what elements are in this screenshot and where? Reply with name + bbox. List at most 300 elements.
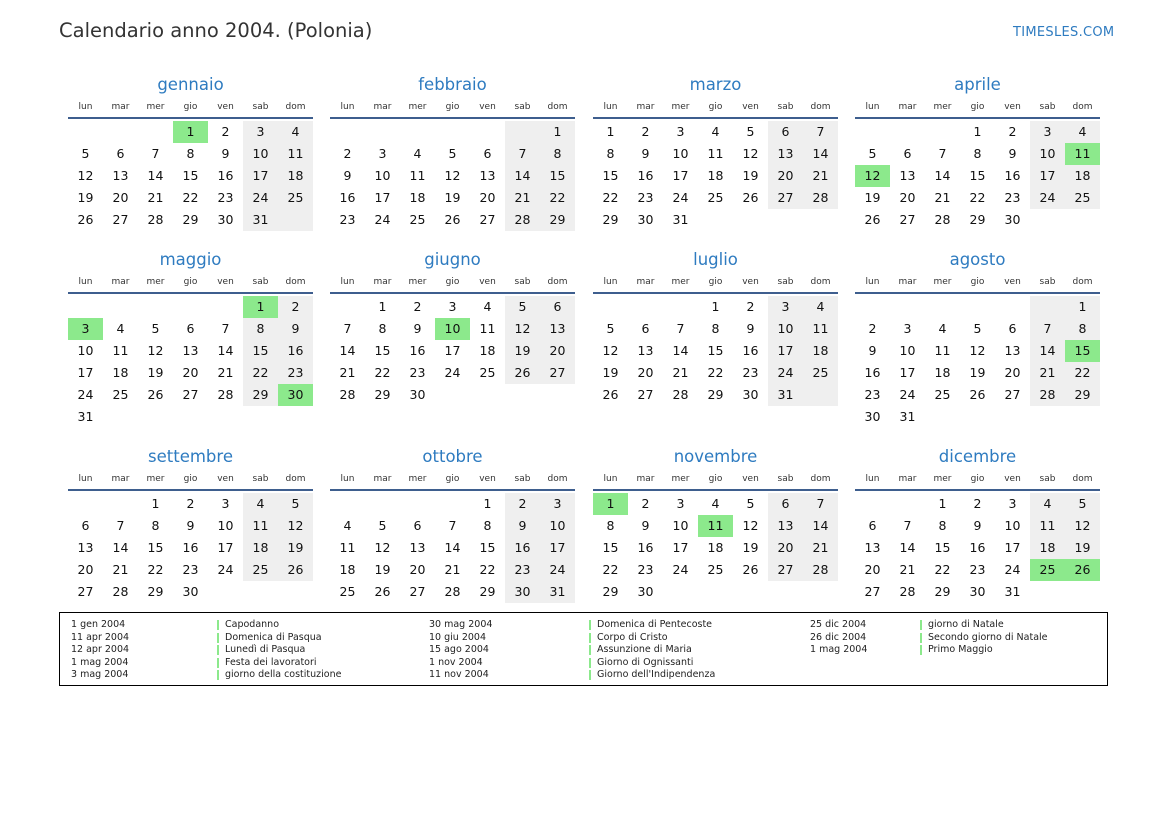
- holiday-name: Giorno dell'Indipendenza: [597, 669, 716, 680]
- day-cell: 6: [868, 518, 877, 533]
- weekday-label: gio: [708, 102, 723, 112]
- day-cell: 8: [186, 146, 195, 161]
- day-cell: 13: [112, 168, 129, 183]
- weekday-label: lun: [340, 474, 355, 484]
- day-cell: 27: [777, 562, 794, 577]
- day-cell: 24: [252, 190, 269, 205]
- day-cell: 21: [812, 540, 829, 555]
- day-cell: 29: [479, 584, 496, 599]
- day-cell: 28: [672, 387, 689, 402]
- day-cell: 8: [1078, 321, 1087, 336]
- day-cell: 31: [77, 409, 94, 424]
- day-cell: 5: [746, 124, 755, 139]
- weekday-label: mer: [671, 102, 690, 112]
- day-cell: 12: [287, 518, 304, 533]
- holiday-marker: [589, 620, 591, 630]
- day-cell: 12: [602, 343, 619, 358]
- day-cell: 19: [602, 365, 619, 380]
- weekday-label: dom: [810, 277, 831, 287]
- month-name: novembre: [673, 447, 758, 466]
- day-cell: 30: [637, 584, 654, 599]
- day-cell: 17: [899, 365, 916, 380]
- holiday-day-cell: 10: [435, 318, 470, 340]
- holiday-name: Domenica di Pentecoste: [597, 619, 713, 630]
- day-cell: 22: [549, 190, 566, 205]
- day-cell: 25: [934, 387, 951, 402]
- holiday-date: 1 mag 2004: [71, 656, 129, 668]
- day-cell: 23: [864, 387, 881, 402]
- day-cell: 22: [147, 562, 164, 577]
- day-cell: 27: [864, 584, 881, 599]
- month-name: maggio: [159, 250, 222, 269]
- weekday-label: mar: [373, 102, 392, 112]
- day-cell: 11: [707, 146, 724, 161]
- day-cell: 16: [637, 540, 654, 555]
- day-cell: 28: [934, 212, 951, 227]
- day-cell: 20: [409, 562, 426, 577]
- day-cell: 17: [777, 343, 794, 358]
- day-cell: 17: [444, 343, 461, 358]
- day-cell: 14: [899, 540, 916, 555]
- day-cell: 22: [707, 365, 724, 380]
- day-cell: 17: [672, 540, 689, 555]
- day-cell: 29: [182, 212, 199, 227]
- day-cell: 26: [444, 212, 461, 227]
- day-cell: 7: [343, 321, 352, 336]
- day-cell: 15: [549, 168, 566, 183]
- day-cell: 5: [378, 518, 387, 533]
- day-cell: 5: [606, 321, 615, 336]
- holiday-name: Lunedì di Pasqua: [225, 644, 306, 655]
- day-cell: 15: [707, 343, 724, 358]
- weekday-label: dom: [285, 277, 306, 287]
- day-cell: 2: [746, 299, 755, 314]
- weekday-label: sab: [514, 474, 531, 484]
- day-cell: 24: [444, 365, 461, 380]
- weekday-label: dom: [547, 102, 568, 112]
- weekday-label: gio: [183, 102, 198, 112]
- day-cell: 30: [864, 409, 881, 424]
- weekday-label: sab: [777, 277, 794, 287]
- day-cell: 20: [637, 365, 654, 380]
- day-cell: 1: [973, 124, 982, 139]
- weekday-label: mar: [898, 102, 917, 112]
- day-cell: 27: [77, 584, 94, 599]
- day-cell: 9: [343, 168, 352, 183]
- day-cell: 21: [934, 190, 951, 205]
- day-cell: 9: [746, 321, 755, 336]
- day-cell: 5: [868, 146, 877, 161]
- holiday-date: 1 mag 2004: [810, 644, 868, 655]
- day-cell: 18: [287, 168, 304, 183]
- day-cell: 29: [147, 584, 164, 599]
- day-cell: 25: [339, 584, 356, 599]
- weekday-label: sab: [777, 474, 794, 484]
- day-cell: 29: [374, 387, 391, 402]
- month-name: luglio: [693, 250, 738, 269]
- day-cell: 21: [1039, 365, 1056, 380]
- holiday-marker: [217, 620, 219, 630]
- day-cell: 20: [182, 365, 199, 380]
- day-cell: 5: [746, 496, 755, 511]
- day-cell: 23: [514, 562, 531, 577]
- day-cell: 20: [777, 540, 794, 555]
- day-cell: 28: [217, 387, 234, 402]
- holiday-marker: [920, 633, 922, 643]
- day-cell: 24: [1039, 190, 1056, 205]
- day-cell: 28: [147, 212, 164, 227]
- day-cell: 12: [147, 343, 164, 358]
- day-cell: 3: [1008, 496, 1017, 511]
- weekday-label: mer: [933, 277, 952, 287]
- holiday-name: giorno di Natale: [928, 619, 1004, 630]
- day-cell: 29: [707, 387, 724, 402]
- holiday-marker: [217, 633, 219, 643]
- weekday-label: lun: [340, 102, 355, 112]
- day-cell: 13: [777, 518, 794, 533]
- day-cell: 21: [514, 190, 531, 205]
- day-cell: 23: [339, 212, 356, 227]
- day-cell: 19: [864, 190, 881, 205]
- day-cell: 28: [514, 212, 531, 227]
- day-cell: 7: [518, 146, 527, 161]
- day-cell: 30: [969, 584, 986, 599]
- holiday-marker: [920, 645, 922, 655]
- weekday-label: gio: [445, 102, 460, 112]
- weekday-label: mer: [671, 474, 690, 484]
- day-cell: 9: [868, 343, 877, 358]
- holiday-date: 1 nov 2004: [429, 656, 483, 668]
- day-cell: 10: [777, 321, 794, 336]
- day-cell: 31: [899, 409, 916, 424]
- day-cell: 29: [252, 387, 269, 402]
- day-cell: 5: [1078, 496, 1087, 511]
- weekday-label: ven: [1004, 277, 1021, 287]
- day-cell: 4: [816, 299, 825, 314]
- day-cell: 15: [969, 168, 986, 183]
- day-cell: 9: [1008, 146, 1017, 161]
- day-cell: 7: [151, 146, 160, 161]
- day-cell: 23: [742, 365, 759, 380]
- day-cell: 14: [147, 168, 164, 183]
- day-cell: 23: [637, 562, 654, 577]
- day-cell: 17: [374, 190, 391, 205]
- weekday-label: dom: [285, 102, 306, 112]
- day-cell: 4: [1078, 124, 1087, 139]
- day-cell: 16: [217, 168, 234, 183]
- day-cell: 16: [409, 343, 426, 358]
- weekday-label: gio: [708, 277, 723, 287]
- day-cell: 16: [287, 343, 304, 358]
- month-giugno: [330, 250, 575, 480]
- day-cell: 16: [514, 540, 531, 555]
- day-cell: 13: [182, 343, 199, 358]
- day-cell: 6: [1008, 321, 1017, 336]
- day-cell: 11: [934, 343, 951, 358]
- day-cell: 28: [899, 584, 916, 599]
- holiday-date: 11 apr 2004: [71, 631, 130, 643]
- day-cell: 6: [781, 496, 790, 511]
- day-cell: 18: [1039, 540, 1056, 555]
- holiday-marker: [217, 670, 219, 680]
- weekday-label: mer: [146, 277, 165, 287]
- day-cell: 12: [514, 321, 531, 336]
- day-cell: 16: [182, 540, 199, 555]
- day-cell: 30: [637, 212, 654, 227]
- day-cell: 15: [374, 343, 391, 358]
- day-cell: 31: [672, 212, 689, 227]
- weekday-label: mer: [408, 474, 427, 484]
- day-cell: 30: [217, 212, 234, 227]
- weekday-label: dom: [1072, 277, 1093, 287]
- day-cell: 18: [409, 190, 426, 205]
- day-cell: 12: [969, 343, 986, 358]
- day-cell: 19: [77, 190, 94, 205]
- header-divider: [855, 292, 1100, 294]
- day-cell: 24: [217, 562, 234, 577]
- day-cell: 5: [151, 321, 160, 336]
- day-cell: 11: [479, 321, 496, 336]
- holiday-marker: [589, 633, 591, 643]
- month-name: febbraio: [418, 75, 487, 94]
- day-cell: 28: [1039, 387, 1056, 402]
- day-cell: 6: [186, 321, 195, 336]
- weekday-label: ven: [1004, 474, 1021, 484]
- day-cell: 18: [934, 365, 951, 380]
- holiday-date: 3 mag 2004: [71, 669, 129, 680]
- day-cell: 14: [1039, 343, 1056, 358]
- day-cell: 3: [903, 321, 912, 336]
- day-cell: 17: [252, 168, 269, 183]
- day-cell: 13: [1004, 343, 1021, 358]
- month-name: giugno: [424, 250, 481, 269]
- day-cell: 22: [479, 562, 496, 577]
- day-cell: 12: [77, 168, 94, 183]
- holiday-date: 10 giu 2004: [429, 631, 486, 643]
- day-cell: 29: [934, 584, 951, 599]
- weekday-label: dom: [810, 474, 831, 484]
- weekday-label: sab: [514, 102, 531, 112]
- day-cell: 11: [252, 518, 269, 533]
- day-cell: 10: [549, 518, 566, 533]
- weekday-label: gio: [445, 277, 460, 287]
- day-cell: 29: [1074, 387, 1091, 402]
- day-cell: 25: [112, 387, 129, 402]
- day-cell: 4: [343, 518, 352, 533]
- weekday-label: ven: [479, 277, 496, 287]
- day-cell: 29: [969, 212, 986, 227]
- weekday-label: mar: [636, 277, 655, 287]
- holiday-name: Domenica di Pasqua: [225, 631, 322, 643]
- day-cell: 23: [287, 365, 304, 380]
- weekday-label: mer: [933, 102, 952, 112]
- month-luglio: [593, 250, 838, 480]
- day-cell: 18: [1074, 168, 1091, 183]
- weekday-label: ven: [742, 102, 759, 112]
- weekday-label: ven: [1004, 102, 1021, 112]
- day-cell: 22: [182, 190, 199, 205]
- day-cell: 4: [291, 124, 300, 139]
- day-cell: 13: [637, 343, 654, 358]
- day-cell: 8: [378, 321, 387, 336]
- weekday-label: mer: [146, 474, 165, 484]
- day-cell: 2: [291, 299, 300, 314]
- day-cell: 8: [606, 146, 615, 161]
- day-cell: 25: [707, 190, 724, 205]
- day-cell: 1: [938, 496, 947, 511]
- day-cell: 28: [812, 562, 829, 577]
- weekday-label: mar: [373, 277, 392, 287]
- day-cell: 14: [812, 518, 829, 533]
- day-cell: 7: [221, 321, 230, 336]
- day-cell: 14: [444, 540, 461, 555]
- weekday-label: mer: [146, 102, 165, 112]
- header-divider: [593, 117, 838, 119]
- day-cell: 25: [409, 212, 426, 227]
- day-cell: 25: [707, 562, 724, 577]
- weekday-label: dom: [547, 277, 568, 287]
- weekday-label: gio: [970, 102, 985, 112]
- day-cell: 13: [777, 146, 794, 161]
- holiday-name: Festa dei lavoratori: [225, 656, 317, 668]
- holiday-name: giorno della costituzione: [225, 669, 342, 680]
- day-cell: 3: [676, 496, 685, 511]
- day-cell: 10: [77, 343, 94, 358]
- day-cell: 19: [742, 540, 759, 555]
- day-cell: 22: [374, 365, 391, 380]
- day-cell: 14: [812, 146, 829, 161]
- day-cell: 9: [641, 146, 650, 161]
- day-cell: 16: [1004, 168, 1021, 183]
- holiday-day-cell: 15: [1065, 340, 1100, 362]
- weekday-label: lun: [603, 277, 618, 287]
- day-cell: 10: [899, 343, 916, 358]
- day-cell: 30: [742, 387, 759, 402]
- day-cell: 24: [777, 365, 794, 380]
- day-cell: 24: [549, 562, 566, 577]
- day-cell: 27: [1004, 387, 1021, 402]
- day-cell: 3: [221, 496, 230, 511]
- day-cell: 18: [252, 540, 269, 555]
- day-cell: 18: [707, 540, 724, 555]
- day-cell: 6: [781, 124, 790, 139]
- day-cell: 21: [147, 190, 164, 205]
- holiday-name: Corpo di Cristo: [597, 631, 668, 643]
- holiday-name: Assunzione di Maria: [597, 644, 692, 655]
- day-cell: 10: [672, 518, 689, 533]
- holiday-name: Primo Maggio: [928, 644, 993, 655]
- day-cell: 20: [777, 168, 794, 183]
- day-cell: 30: [182, 584, 199, 599]
- day-cell: 3: [256, 124, 265, 139]
- day-cell: 13: [479, 168, 496, 183]
- day-cell: 5: [81, 146, 90, 161]
- month-name: settembre: [148, 447, 233, 466]
- day-cell: 5: [518, 299, 527, 314]
- day-cell: 21: [112, 562, 129, 577]
- month-name: aprile: [954, 75, 1001, 94]
- day-cell: 1: [606, 124, 615, 139]
- day-cell: 25: [1074, 190, 1091, 205]
- day-cell: 22: [602, 190, 619, 205]
- day-cell: 6: [483, 146, 492, 161]
- holiday-date: 30 mag 2004: [429, 619, 493, 630]
- day-cell: 9: [641, 518, 650, 533]
- day-cell: 4: [116, 321, 125, 336]
- weekday-label: lun: [865, 102, 880, 112]
- holiday-date: 1 gen 2004: [71, 619, 126, 630]
- weekday-label: gio: [183, 474, 198, 484]
- day-cell: 24: [672, 190, 689, 205]
- day-cell: 22: [252, 365, 269, 380]
- brand-link[interactable]: TIMESLES.COM: [1013, 25, 1115, 40]
- weekday-label: gio: [445, 474, 460, 484]
- day-cell: 8: [973, 146, 982, 161]
- header-divider: [68, 292, 313, 294]
- day-cell: 14: [217, 343, 234, 358]
- day-cell: 2: [413, 299, 422, 314]
- day-cell: 14: [934, 168, 951, 183]
- day-cell: 1: [378, 299, 387, 314]
- day-cell: 26: [742, 190, 759, 205]
- day-cell: 21: [444, 562, 461, 577]
- holiday-day-cell: 3: [68, 318, 103, 340]
- weekday-label: dom: [1072, 474, 1093, 484]
- day-cell: 27: [409, 584, 426, 599]
- day-cell: 4: [483, 299, 492, 314]
- day-cell: 22: [1074, 365, 1091, 380]
- day-cell: 8: [151, 518, 160, 533]
- day-cell: 10: [252, 146, 269, 161]
- day-cell: 13: [77, 540, 94, 555]
- holiday-name: Capodanno: [225, 619, 280, 630]
- weekday-label: gio: [708, 474, 723, 484]
- day-cell: 11: [339, 540, 356, 555]
- day-cell: 8: [711, 321, 720, 336]
- weekday-label: mar: [111, 277, 130, 287]
- weekday-label: lun: [78, 474, 93, 484]
- day-cell: 11: [112, 343, 129, 358]
- day-cell: 3: [553, 496, 562, 511]
- day-cell: 15: [602, 540, 619, 555]
- day-cell: 20: [864, 562, 881, 577]
- day-cell: 19: [969, 365, 986, 380]
- day-cell: 20: [899, 190, 916, 205]
- weekday-label: mar: [636, 474, 655, 484]
- day-cell: 10: [374, 168, 391, 183]
- day-cell: 12: [444, 168, 461, 183]
- holiday-date: 12 apr 2004: [71, 644, 130, 655]
- day-cell: 31: [777, 387, 794, 402]
- day-cell: 24: [77, 387, 94, 402]
- day-cell: 25: [479, 365, 496, 380]
- day-cell: 15: [934, 540, 951, 555]
- day-cell: 19: [444, 190, 461, 205]
- day-cell: 9: [973, 518, 982, 533]
- day-cell: 23: [409, 365, 426, 380]
- holiday-marker: [217, 658, 219, 668]
- day-cell: 4: [1043, 496, 1052, 511]
- holiday-day-cell: 26: [1065, 559, 1100, 581]
- day-cell: 5: [448, 146, 457, 161]
- day-cell: 14: [514, 168, 531, 183]
- weekday-label: ven: [479, 102, 496, 112]
- day-cell: 21: [672, 365, 689, 380]
- day-cell: 9: [518, 518, 527, 533]
- day-cell: 8: [483, 518, 492, 533]
- day-cell: 26: [287, 562, 304, 577]
- day-cell: 2: [973, 496, 982, 511]
